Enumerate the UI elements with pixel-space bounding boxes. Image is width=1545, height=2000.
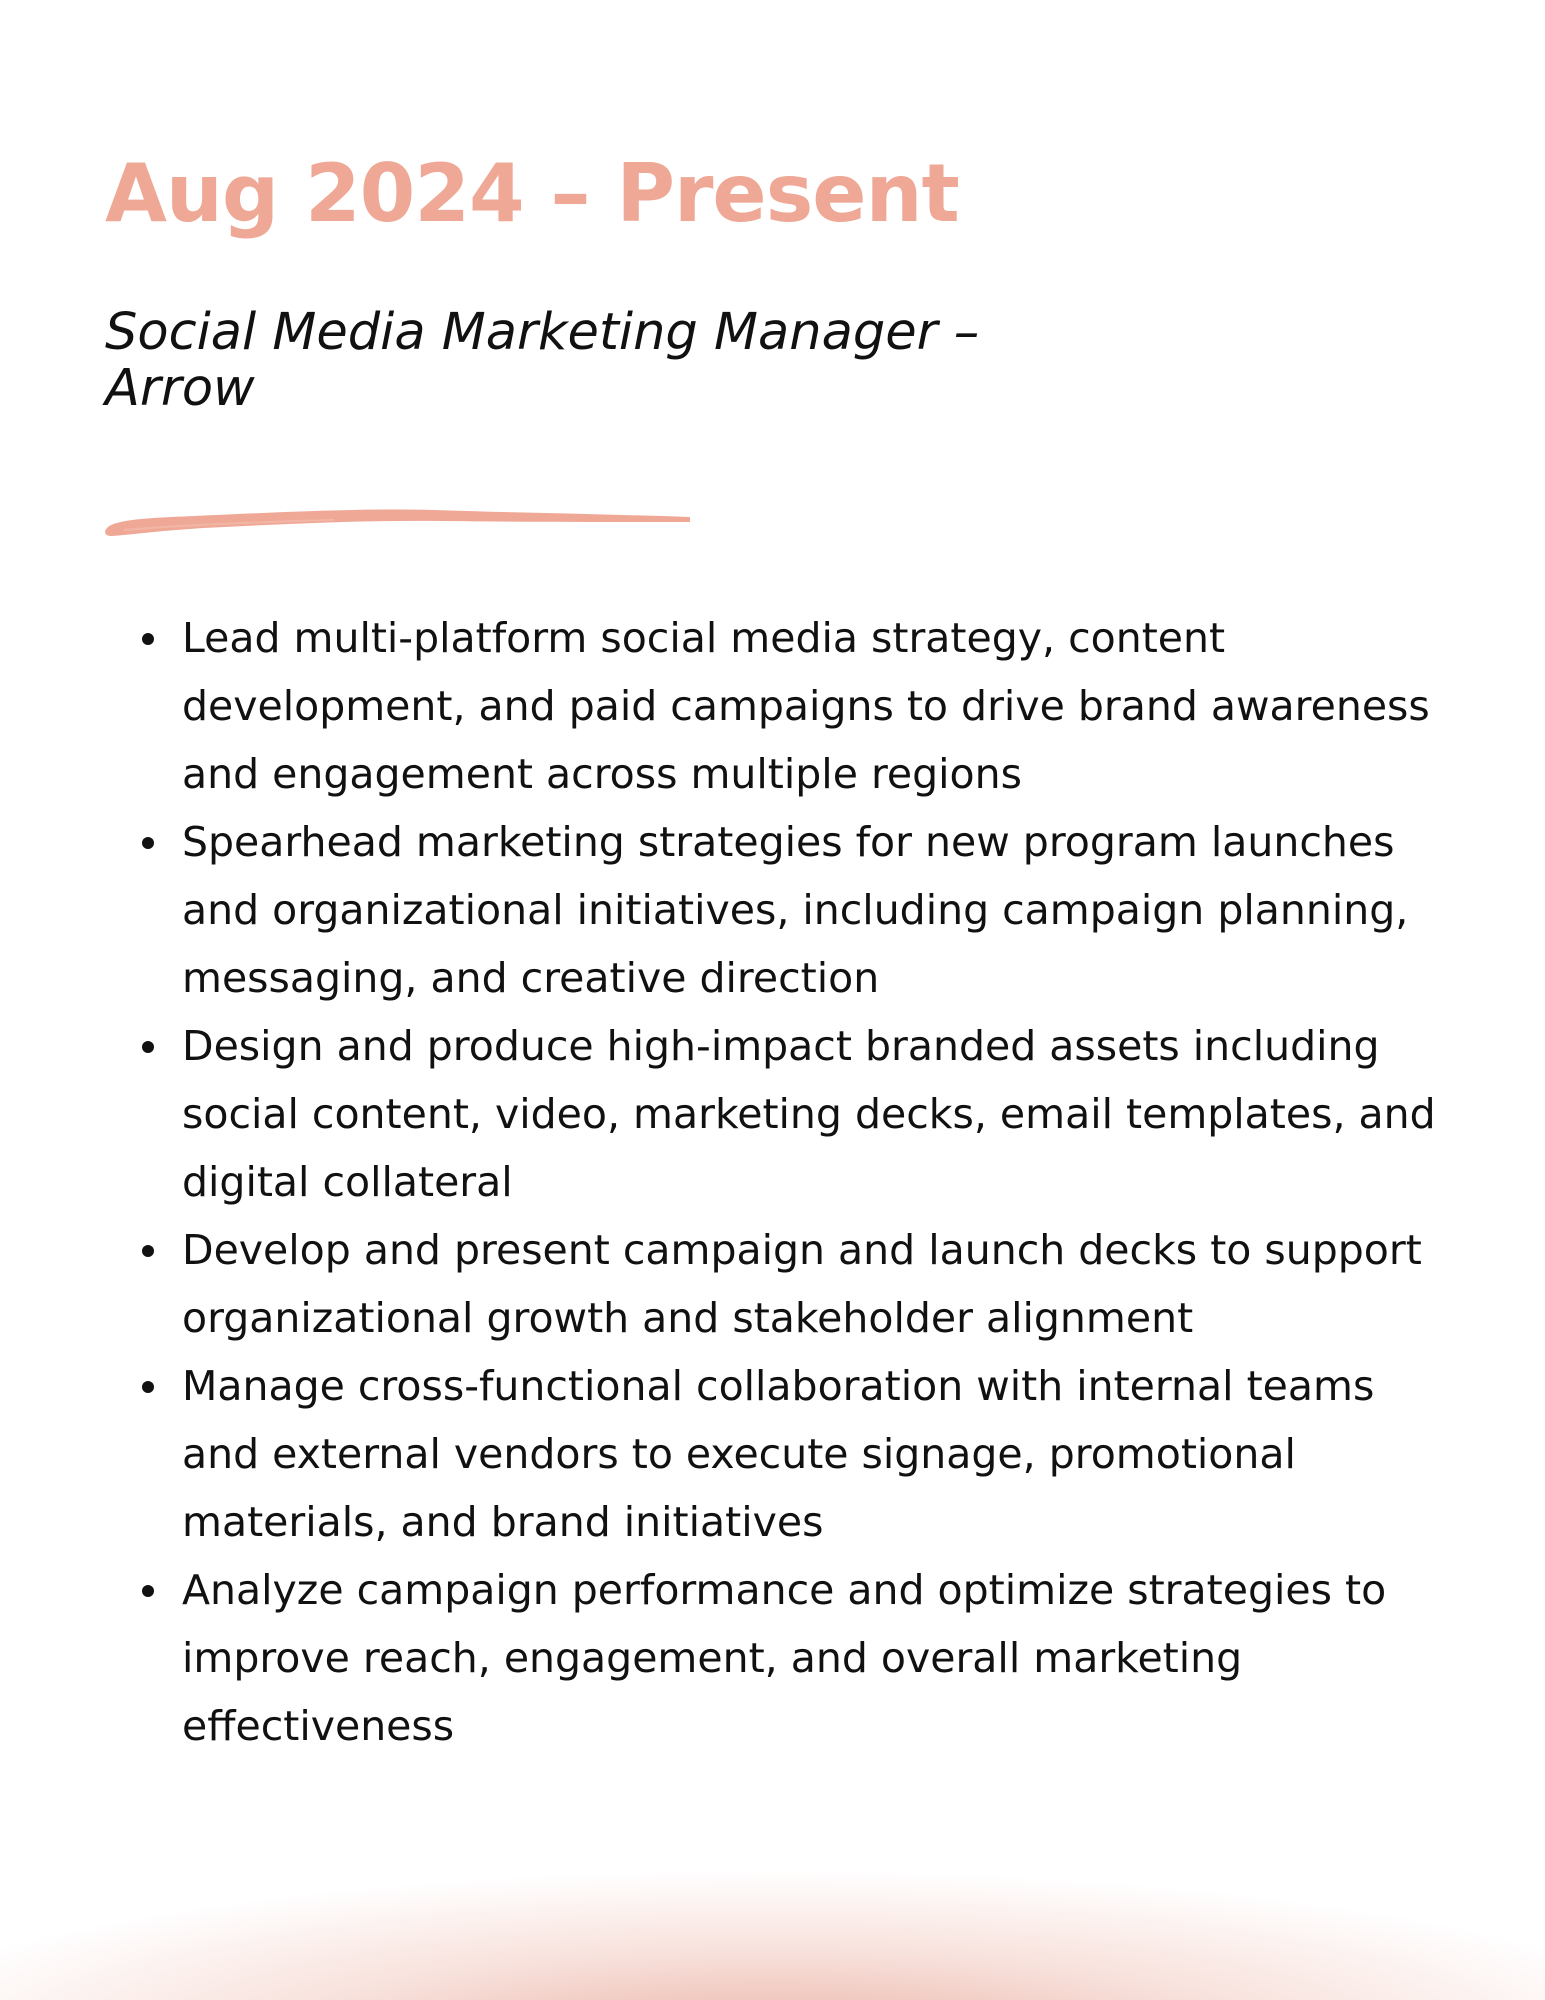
- bullet-icon: [142, 633, 154, 645]
- bullet-icon: [142, 1245, 154, 1257]
- job-title: Social Media Marketing Manager – Arrow: [105, 303, 980, 418]
- list-item-text: Design and produce high-impact branded assets including social content, video, marketing decks, email templates, and digital collateral: [182, 1022, 1436, 1206]
- list-item: [182, 604, 1442, 808]
- list-item: [182, 808, 1442, 1012]
- list-item-text: Lead multi-platform social media strategy, content development, and paid campaigns to drive brand awareness and engagement across multiple regions: [182, 614, 1430, 798]
- list-item-text: Manage cross-functional collaboration with internal teams and external vendors to execute signage, promotional materials, and brand initiatives: [182, 1362, 1375, 1546]
- list-item: [182, 1216, 1442, 1352]
- responsibilities-list: [182, 604, 1442, 1760]
- bullet-icon: [142, 837, 154, 849]
- list-item-text: Spearhead marketing strategies for new program launches and organizational initiatives, including campaign planning, messaging, and creative direction: [182, 818, 1409, 1002]
- list-item: [182, 1556, 1442, 1760]
- list-item: [182, 1012, 1442, 1216]
- date-range-heading: Aug 2024 – Present: [105, 147, 959, 240]
- list-item-text: Analyze campaign performance and optimize strategies to improve reach, engagement, and overall marketing effectiveness: [182, 1566, 1387, 1750]
- list-item: [182, 1352, 1442, 1556]
- list-item-text: Develop and present campaign and launch decks to support organizational growth and stakeholder alignment: [182, 1226, 1422, 1342]
- decorative-gradient-glow: [0, 1800, 1545, 2000]
- bullet-icon: [142, 1585, 154, 1597]
- brush-stroke-divider: [104, 500, 694, 546]
- bullet-icon: [142, 1381, 154, 1393]
- bullet-icon: [142, 1041, 154, 1053]
